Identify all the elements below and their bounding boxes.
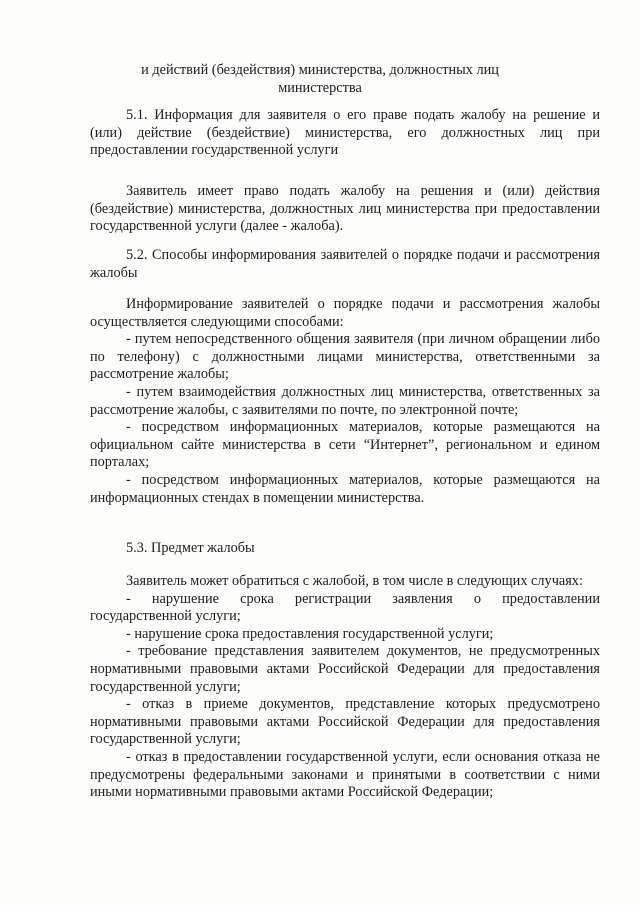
section-5-3-title: 5.3. Предмет жалобы	[126, 540, 255, 556]
section-5-1-text-block	[90, 183, 600, 236]
section-5-2-intro: Информирование заявителей о порядке подачи и рассмотрения жалобы осуществляется следующими способами:	[90, 296, 600, 330]
list-item: - посредством информационных материалов, которые размещаются на информационных стендах в помещении министерства.	[90, 471, 600, 506]
section-5-3-title-block	[90, 540, 600, 558]
list-item: - нарушение срока предоставления государственной услуги;	[126, 625, 494, 642]
list-item: - путем взаимодействия должностных лиц министерства, ответственных за рассмотрение жалобы, с заявителями по почте, по электронной почте;	[90, 383, 600, 418]
list-item: - отказ в предоставлении государственной услуги, если основания отказа не предусмотрены федеральными законами и принятыми в соответствии с ними иными нормативными правовыми актами Российской Федерации;	[90, 748, 600, 801]
list-item: - посредством информационных материалов, которые размещаются на официальном сайте министерства в сети “Интернет”, региональном и едином порталах;	[90, 419, 600, 471]
section-heading-line-2: министерства	[278, 80, 362, 96]
list-item: - путем непосредственного общения заявителя (при личном обращении либо по телефону) с должностными лицами министерства, ответственными за рассмотрение жалобы;	[90, 331, 600, 383]
list-item: - требование представления заявителем документов, не предусмотренных нормативными правовыми актами Российской Федерации для предоставления государственной услуги;	[90, 643, 600, 695]
section-5-3-body	[90, 573, 600, 802]
list-item: - отказ в приеме документов, представление которых предусмотрено нормативными правовыми актами Российской Федерации для предоставления государственной услуги;	[90, 696, 600, 748]
section-5-2-title: 5.2. Способы информирования заявителей о порядке подачи и рассмотрения жалобы	[90, 247, 600, 281]
section-heading-line-1: и действий (бездействия) министерства, должностных лиц	[141, 62, 499, 78]
section-5-2-title-block	[90, 247, 600, 282]
section-5-1-title-block	[90, 107, 600, 160]
section-5-2-body	[90, 296, 600, 507]
section-5-1-paragraph: Заявитель имеет право подать жалобу на решения и (или) действия (бездействие) министерства, должностных лиц министерства при предоставлении государственной услуги (далее - жалоба).	[90, 183, 600, 235]
list-item: - нарушение срока регистрации заявления о предоставлении государственной услуги;	[90, 590, 600, 625]
section-5-3-intro: Заявитель может обратиться с жалобой, в том числе в следующих случаях:	[126, 573, 583, 589]
section-5-1-title: 5.1. Информация для заявителя о его праве подать жалобу на решение и (или) действие (бездействие) министерства, его должностных лиц при предоставлении государственной услуги	[90, 107, 600, 159]
